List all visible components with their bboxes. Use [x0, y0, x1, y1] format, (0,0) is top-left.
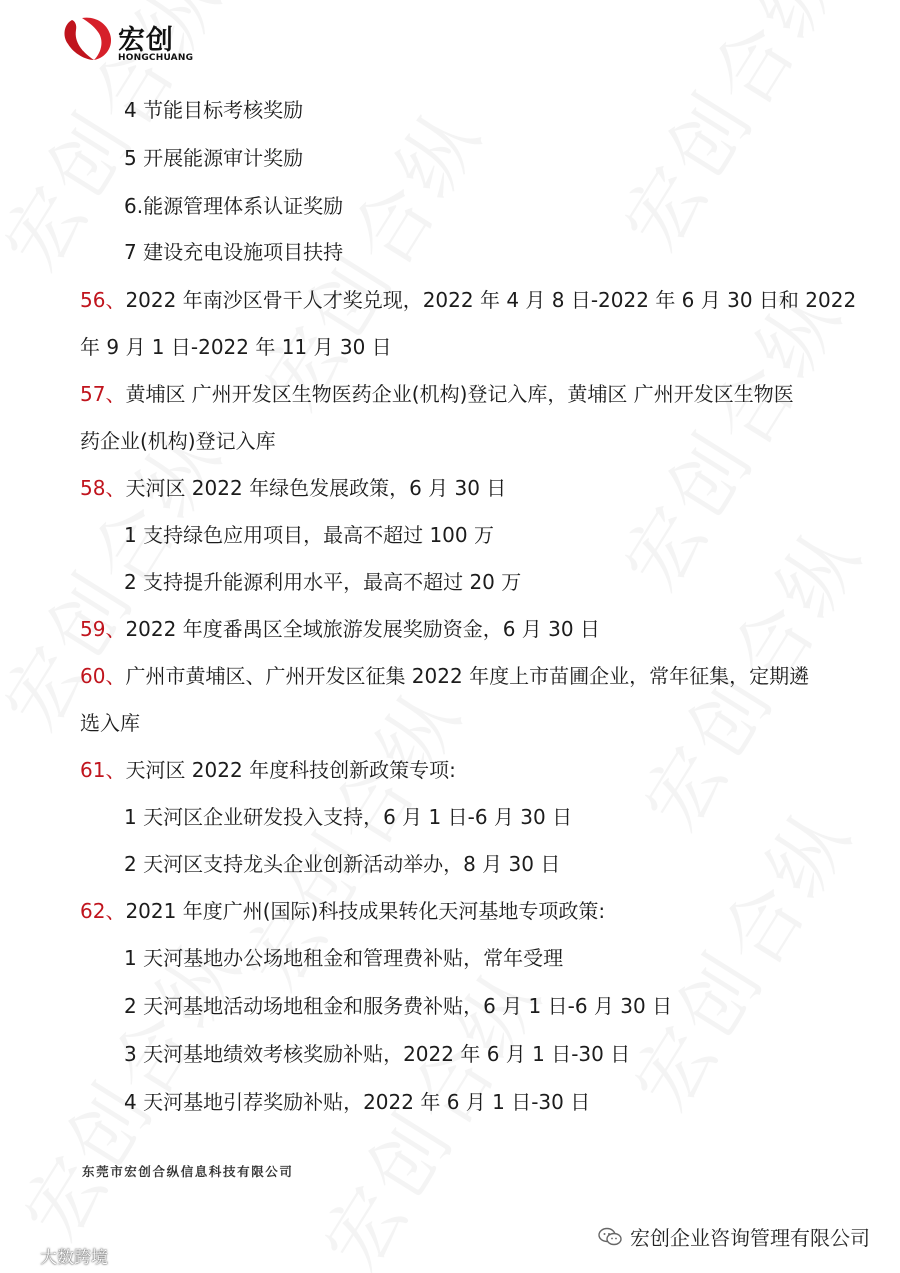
item-text: 黄埔区 广州开发区生物医药企业(机构)登记入库，黄埔区 广州开发区生物医 [125, 382, 794, 406]
item-text: 2 天河区支持龙头企业创新活动举办，8 月 30 日 [124, 852, 561, 876]
list-item-continuation [80, 335, 850, 359]
list-item [124, 805, 894, 829]
item-text: 1 支持绿色应用项目，最高不超过 100 万 [124, 523, 494, 547]
hongchuang-logo-mark-icon [60, 14, 116, 66]
list-item [124, 194, 894, 218]
list-item [80, 899, 850, 923]
list-item [124, 1042, 894, 1066]
item-text: 2 天河基地活动场地租金和服务费补贴，6 月 1 日-6 月 30 日 [124, 994, 673, 1018]
item-text: 药企业(机构)登记入库 [80, 429, 276, 453]
item-text: 4 节能目标考核奖励 [124, 98, 304, 122]
item-text: 2022 年南沙区骨干人才奖兑现，2022 年 4 月 8 日-2022 年 6 月 30 日和 2022 [125, 288, 857, 312]
list-item [80, 476, 850, 500]
list-item [124, 570, 894, 594]
watermark-text [591, 0, 864, 268]
item-text: 2022 年度番禺区全域旅游发展奖励资金，6 月 30 日 [125, 617, 600, 641]
item-text: 1 天河区企业研发投入支持，6 月 1 日-6 月 30 日 [124, 805, 573, 829]
item-number: 58、 [80, 476, 126, 500]
list-item-continuation [80, 711, 850, 735]
item-number: 56、 [80, 288, 126, 312]
footer-company-name: 东莞市宏创合纵信息科技有限公司 [82, 1164, 294, 1179]
list-item [124, 946, 894, 970]
item-number: 59、 [80, 617, 126, 641]
list-item [124, 523, 894, 547]
item-text: 年 9 月 1 日-2022 年 11 月 30 日 [80, 335, 392, 359]
item-text: 1 天河基地办公场地租金和管理费补贴，常年受理 [124, 946, 564, 970]
item-text: 选入库 [80, 711, 140, 735]
item-number: 57、 [80, 382, 126, 406]
item-text: 2021 年度广州(国际)科技成果转化天河基地专项政策: [125, 899, 606, 923]
list-item [80, 664, 850, 688]
item-text: 4 天河基地引荐奖励补贴，2022 年 6 月 1 日-30 日 [124, 1090, 591, 1114]
list-item [124, 98, 894, 122]
item-text: 天河区 2022 年度科技创新政策专项: [125, 758, 456, 782]
item-number: 60、 [80, 664, 126, 688]
company-logo [60, 14, 200, 66]
list-item [124, 994, 894, 1018]
logo-chinese-name: 宏创 [118, 25, 174, 56]
wechat-icon [598, 1227, 622, 1247]
item-text: 天河区 2022 年绿色发展政策，6 月 30 日 [125, 476, 507, 500]
list-item-continuation [80, 429, 850, 453]
item-text: 6.能源管理体系认证奖励 [124, 194, 344, 218]
wechat-account-name: 宏创企业咨询管理有限公司 [630, 1226, 870, 1250]
source-name: 大数跨境 [40, 1248, 108, 1268]
list-item [80, 382, 850, 406]
logo-english-name: HONGCHUANG [118, 53, 194, 63]
item-text: 7 建设充电设施项目扶持 [124, 240, 344, 264]
item-number: 61、 [80, 758, 126, 782]
list-item [80, 758, 850, 782]
source-tag [10, 1243, 108, 1268]
list-item [80, 617, 850, 641]
list-item [80, 288, 857, 312]
source-logo-icon [10, 1247, 36, 1265]
list-item [124, 1090, 894, 1114]
list-item [124, 146, 894, 170]
list-item [124, 852, 894, 876]
item-text: 广州市黄埔区、广州开发区征集 2022 年度上市苗圃企业，常年征集，定期遴 [125, 664, 810, 688]
item-text: 3 天河基地绩效考核奖励补贴，2022 年 6 月 1 日-30 日 [124, 1042, 631, 1066]
list-item [124, 240, 894, 264]
item-text: 2 支持提升能源利用水平，最高不超过 20 万 [124, 570, 522, 594]
item-text: 5 开展能源审计奖励 [124, 146, 304, 170]
wechat-account-tag[interactable] [598, 1222, 870, 1251]
item-number: 62、 [80, 899, 126, 923]
